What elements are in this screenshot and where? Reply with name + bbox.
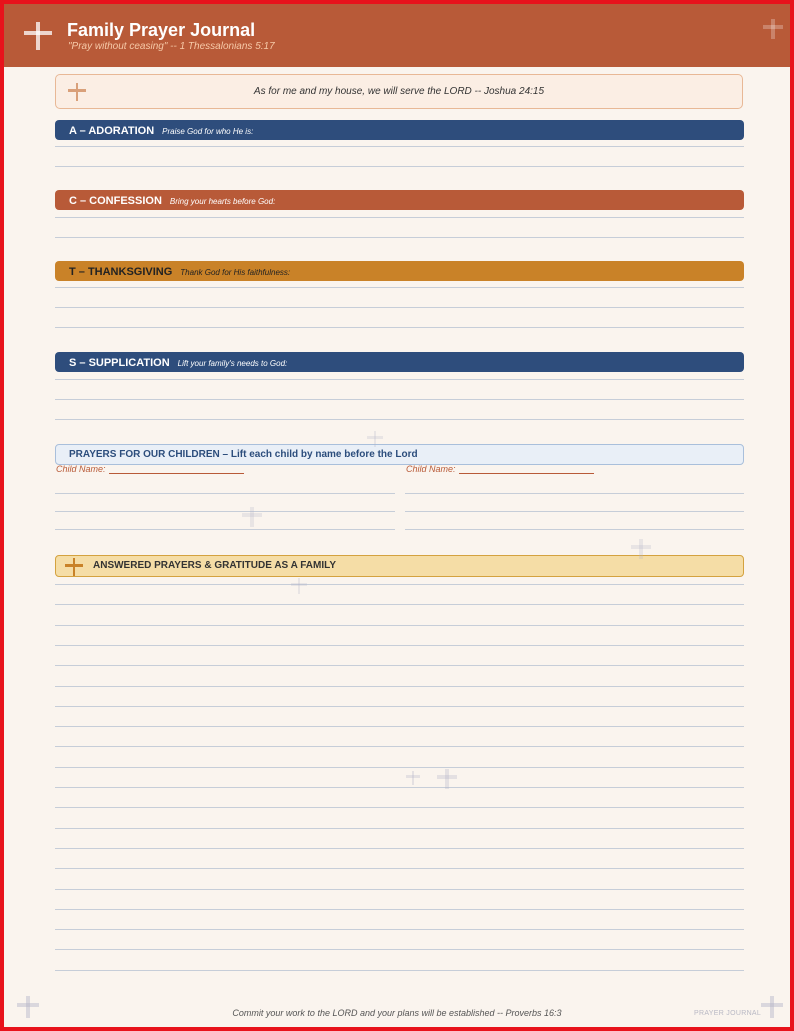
writing-line[interactable] [55,726,744,727]
writing-line[interactable] [405,529,744,530]
writing-line[interactable] [55,828,744,829]
child-name-underline[interactable] [109,463,244,474]
writing-line[interactable] [55,706,744,707]
cross-icon [24,22,52,50]
section-label: A – ADORATION [69,125,155,137]
cross-icon [631,539,651,559]
writing-line[interactable] [55,665,744,666]
footer-label: PRAYER JOURNAL [694,1010,762,1017]
writing-line[interactable] [55,949,744,950]
writing-line[interactable] [55,929,744,930]
writing-line[interactable] [55,848,744,849]
writing-line[interactable] [55,868,744,869]
writing-line[interactable] [55,217,744,218]
cross-icon [406,771,420,785]
child-name-label: Child Name: [406,464,456,474]
writing-line[interactable] [55,970,744,971]
page-subtitle: "Pray without ceasing" -- 1 Thessalonians 5:17 [68,41,275,52]
writing-line[interactable] [55,686,744,687]
cross-icon [763,19,783,39]
writing-line[interactable] [55,645,744,646]
writing-line[interactable] [55,625,744,626]
writing-line[interactable] [55,146,744,147]
verse-box [55,74,743,109]
section-adoration-bar [55,120,744,140]
page-title: Family Prayer Journal [67,20,256,40]
verse-text: As for me and my house, we will serve the LORD -- Joshua 24:15 [253,86,545,97]
section-prompt: Bring your hearts before God: [169,197,276,206]
writing-line[interactable] [55,287,744,288]
footer-verse: Commit your work to the LORD and your plans will be established -- Proverbs 16:3 [232,1008,562,1018]
child-name-field-right[interactable] [406,463,594,474]
child-name-field-left[interactable] [56,463,244,474]
writing-line[interactable] [55,166,744,167]
section-confession-bar [55,190,744,210]
cross-icon [291,578,307,594]
writing-line[interactable] [55,307,744,308]
children-heading: PRAYERS FOR OUR CHILDREN – Lift each child by name before the Lord [69,449,418,460]
writing-line[interactable] [55,419,744,420]
writing-line[interactable] [55,889,744,890]
cross-icon [65,558,83,576]
child-name-underline[interactable] [459,463,594,474]
writing-line[interactable] [55,399,744,400]
cross-icon [242,507,262,527]
writing-line[interactable] [55,379,744,380]
writing-line[interactable] [55,787,744,788]
writing-line[interactable] [55,493,395,494]
answered-heading: ANSWERED PRAYERS & GRATITUDE AS A FAMILY [93,560,336,571]
children-heading-bar [55,444,744,465]
section-label: S – SUPPLICATION [69,357,170,369]
section-label: C – CONFESSION [69,195,162,207]
child-name-label: Child Name: [56,464,106,474]
writing-line[interactable] [55,909,744,910]
writing-line[interactable] [55,584,744,585]
section-thanksgiving-bar [55,261,744,281]
cross-icon [437,769,457,789]
writing-line[interactable] [55,767,744,768]
writing-line[interactable] [55,807,744,808]
writing-line[interactable] [55,529,395,530]
header-banner [4,4,790,67]
section-prompt: Thank God for His faithfulness: [180,268,291,277]
writing-line[interactable] [405,511,744,512]
writing-line[interactable] [405,493,744,494]
section-prompt: Lift your family's needs to God: [177,359,288,368]
writing-line[interactable] [55,604,744,605]
writing-line[interactable] [55,746,744,747]
writing-line[interactable] [55,327,744,328]
section-supplication-bar [55,352,744,372]
section-prompt: Praise God for who He is: [162,127,254,136]
writing-line[interactable] [55,511,395,512]
cross-icon [367,431,383,447]
section-label: T – THANKSGIVING [69,266,173,278]
writing-line[interactable] [55,237,744,238]
